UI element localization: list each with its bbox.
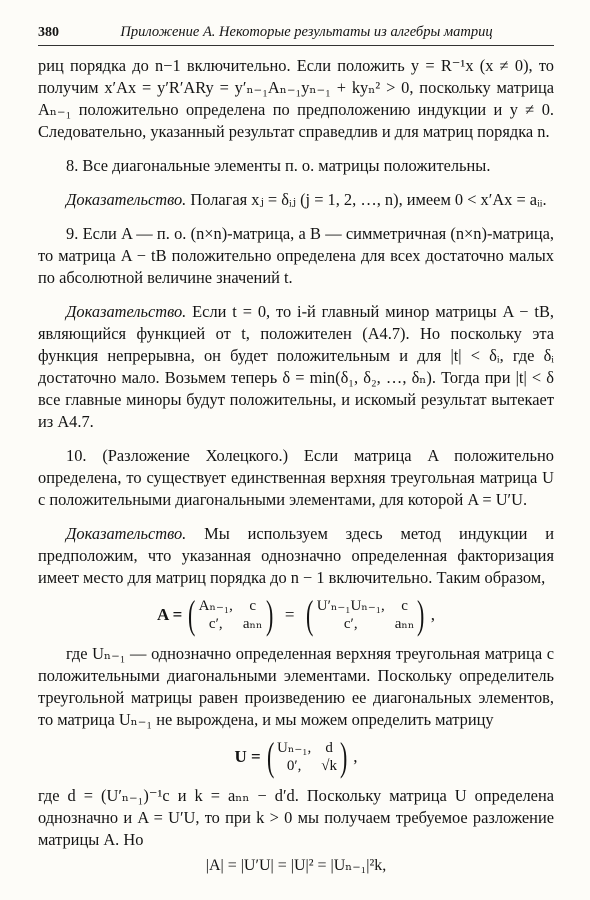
proof-label: Доказательство. bbox=[66, 524, 187, 543]
left-paren: ( bbox=[306, 592, 314, 637]
proof-8 bbox=[38, 189, 554, 211]
matrix-cell: Aₙ₋₁, bbox=[198, 598, 233, 614]
matrix-cell: 0′, bbox=[286, 758, 302, 774]
proof-9 bbox=[38, 301, 554, 433]
matrix-cell: c′, bbox=[343, 616, 358, 632]
proof-text: Мы используем здесь метод индукции и предположим, что указанная однозначно определенная факторизация имеет место для матриц порядка до n − 1 включительно. Таким образом, bbox=[38, 524, 554, 587]
matrix-cells bbox=[277, 739, 337, 775]
paragraph-where-u: где Uₙ₋₁ — однозначно определенная верхняя треугольная матрица с положительными диагональными элементами. Поскольку определитель треугольной матрицы равен произведению ее диагональных элементов, то матрица Uₙ₋₁ не вырождена, и мы можем определить матрицу bbox=[38, 644, 554, 729]
equation-lhs: A = bbox=[157, 605, 183, 624]
matrix-cell: d bbox=[325, 740, 333, 756]
left-paren: ( bbox=[266, 734, 275, 779]
matrix-u bbox=[264, 734, 351, 779]
proof-text: Полагая xⱼ = δᵢⱼ (j = 1, 2, …, n), имеем 0 < x′Ax = aᵢᵢ. bbox=[190, 190, 547, 209]
right-paren: ) bbox=[265, 592, 273, 637]
statement-8: 8. Все диагональные элементы п. о. матрицы положительны. bbox=[66, 156, 491, 175]
equation-lhs: U = bbox=[234, 747, 261, 766]
equation-define-u bbox=[38, 734, 554, 779]
matrix-cell: c bbox=[249, 598, 257, 614]
right-paren: ) bbox=[417, 592, 425, 637]
matrix-factored-block bbox=[303, 592, 427, 637]
statement-10: 10. (Разложение Холецкого.) Если матрица A положительно определена, то существует единственная верхняя треугольная матрица U с положительными диагональными элементами, для которой A = U′U. bbox=[38, 446, 554, 509]
matrix-a-block bbox=[185, 592, 276, 637]
paragraph-where-d: где d = (U′ₙ₋₁)⁻¹c и k = aₙₙ − d′d. Поскольку матрица U определена однозначно и A = U′U, то при k > 0 мы получаем требуемое разложение матрицы A. Но bbox=[38, 786, 554, 849]
left-paren: ( bbox=[188, 592, 196, 637]
running-head bbox=[38, 24, 554, 46]
right-paren: ) bbox=[339, 734, 348, 779]
equation-determinant: |A| = |U′U| = |U|² = |Uₙ₋₁|²k, bbox=[205, 857, 387, 874]
matrix-cell: U′ₙ₋₁Uₙ₋₁, bbox=[316, 598, 385, 614]
paragraph-continuation: риц порядка до n−1 включительно. Если положить y = R⁻¹x (x ≠ 0), то получим x′Ax = y′R′ARy = y′ₙ₋₁Aₙ₋₁yₙ₋₁ + kyₙ² > 0, поскольку матрица Aₙ₋₁ положительно определена по предположению индукции и y ≠ 0. Следовательно, указанный результат справедлив и для матриц порядка n. bbox=[38, 56, 554, 141]
matrix-cell: Uₙ₋₁, bbox=[277, 740, 312, 756]
equation-partition-a bbox=[38, 592, 554, 637]
equation-punct: , bbox=[430, 605, 435, 624]
running-title: Приложение А. Некоторые результаты из алгебры матриц bbox=[120, 24, 493, 40]
matrix-cell: aₙₙ bbox=[242, 616, 263, 632]
proof-label: Доказательство. bbox=[66, 190, 187, 209]
equation-punct: , bbox=[353, 747, 358, 766]
statement-9: 9. Если A — п. о. (n×n)-матрица, а B — симметричная (n×n)-матрица, то матрица A − tB положительно определена для всех достаточно малых по абсолютной величине значений t. bbox=[38, 224, 554, 287]
matrix-cells bbox=[317, 597, 415, 633]
matrix-cells bbox=[199, 597, 263, 633]
page-number: 380 bbox=[38, 25, 59, 40]
proof-10 bbox=[38, 523, 554, 589]
proof-label: Доказательство. bbox=[66, 302, 187, 321]
proof-text: Если t = 0, то i-й главный минор матрицы A − tB, являющийся функцией от t, положителен (A4.7). Но поскольку эта функция непрерывна, он будет положительным и для |t| < δᵢ, где δᵢ достаточно мало. Возьмем теперь δ = min(δ₁, δ₂, …, δₙ). Тогда при |t| < δ все главные миноры будут положительны, и искомый результат вытекает из A4.7. bbox=[38, 302, 554, 431]
matrix-cell: c bbox=[401, 598, 408, 614]
matrix-cell: aₙₙ bbox=[394, 616, 415, 632]
equals-sign: = bbox=[284, 605, 295, 624]
matrix-cell: √k bbox=[321, 758, 337, 774]
matrix-cell: c′, bbox=[208, 616, 223, 632]
